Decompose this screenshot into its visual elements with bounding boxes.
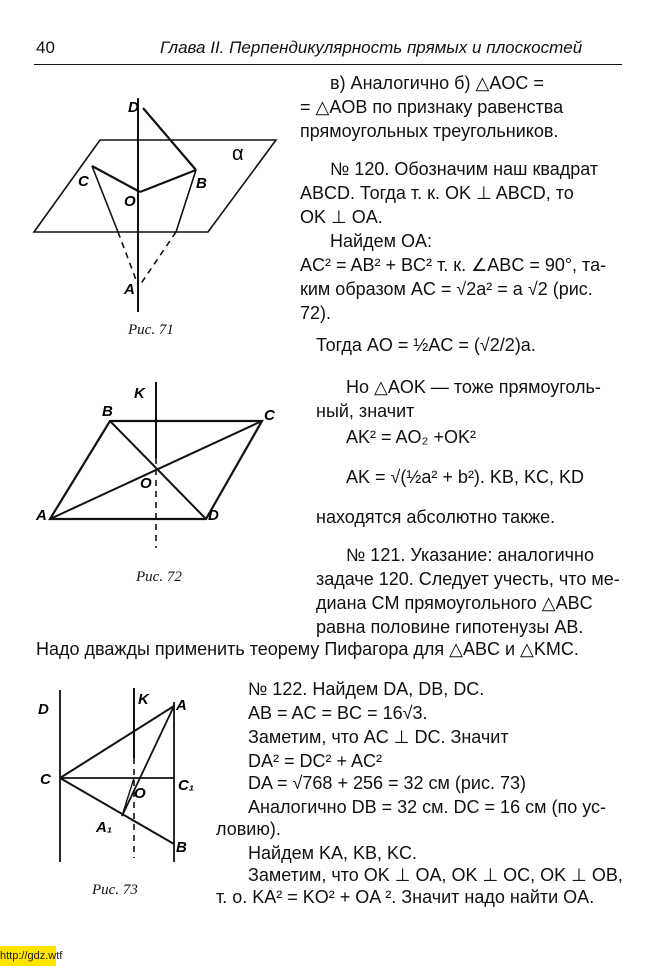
- text-line: Найдем KA, KB, KC.: [248, 843, 417, 863]
- formula-line: DA² = DC² + AC²: [248, 751, 383, 771]
- fig72-label-c: C: [264, 407, 275, 424]
- text-line: Но △AOK — тоже прямоуголь-: [346, 377, 601, 397]
- figure-72: [30, 378, 280, 553]
- page-number: 40: [36, 38, 55, 57]
- formula-line: AK = √(½a² + b²). KB, KC, KD: [346, 467, 584, 487]
- text-line: т. о. KA² = KO² + OA ². Значит надо найти OA.: [216, 887, 595, 907]
- text-line: = △AOB по признаку равенства: [300, 97, 564, 117]
- text-line: находятся абсолютно также.: [316, 507, 556, 527]
- fig73-label-a: A: [176, 697, 187, 714]
- fig71-label-b: B: [196, 175, 207, 192]
- text-line: ABCD. Тогда т. к. OK ⊥ ABCD, то: [300, 183, 574, 203]
- fig73-label-c: C: [40, 771, 51, 788]
- text-line: 72).: [300, 303, 332, 323]
- fig73-label-k: K: [138, 691, 149, 708]
- text-line: Заметим, что OK ⊥ OA, OK ⊥ OC, OK ⊥ OB,: [248, 865, 623, 885]
- watermark-link[interactable]: http://gdz.wtf: [0, 946, 56, 966]
- fig71-caption: Рис. 71: [128, 322, 174, 338]
- figure-73: [34, 682, 234, 872]
- fig72-label-d: D: [208, 507, 219, 524]
- fig72-label-a: A: [36, 507, 47, 524]
- fig73-label-o: O: [134, 785, 146, 802]
- fig73-label-d: D: [38, 701, 49, 718]
- text-line: OK ⊥ OA.: [300, 207, 383, 227]
- text-line: AC² = AB² + BC² т. к. ∠ABC = 90°, та-: [300, 255, 607, 275]
- formula-line: AB = AC = BC = 16√3.: [248, 703, 428, 723]
- text-line: Заметим, что AC ⊥ DC. Значит: [248, 727, 509, 747]
- problem-120-heading: № 120. Обозначим наш квадрат: [330, 159, 599, 179]
- formula-line: Тогда AO = ½AC = (√2/2)a.: [316, 335, 536, 355]
- fig71-label-alpha: α: [232, 143, 244, 165]
- text-line: задаче 120. Следует учесть, что ме-: [316, 569, 620, 589]
- text-line: в) Аналогично б) △AOC =: [330, 73, 544, 93]
- text-line: прямоугольных треугольников.: [300, 121, 559, 141]
- text-line: Аналогично DB = 32 см. DC = 16 см (по ус-: [248, 797, 606, 817]
- text-line: Надо дважды применить теорему Пифагора для △ABC и △KMC.: [36, 639, 579, 659]
- fig71-label-d: D: [128, 99, 139, 116]
- text-line: ловию).: [216, 819, 281, 839]
- fig73-label-c1: C₁: [178, 777, 195, 794]
- chapter-title: Глава II. Перпендикулярность прямых и плоскостей: [160, 38, 583, 57]
- text-line: диана CM прямоугольного △ABC: [316, 593, 593, 613]
- fig72-label-k: K: [134, 385, 145, 402]
- figure-71: [30, 90, 280, 320]
- fig72-caption: Рис. 72: [136, 569, 182, 585]
- fig71-label-a: A: [124, 281, 135, 298]
- text-line: Найдем OA:: [330, 231, 432, 251]
- formula-line: AK² = AO₂ +OK²: [346, 427, 477, 447]
- problem-121-heading: № 121. Указание: аналогично: [346, 545, 594, 565]
- fig73-caption: Рис. 73: [92, 882, 138, 898]
- fig73-label-a1: A₁: [96, 819, 113, 836]
- problem-122-heading: № 122. Найдем DA, DB, DC.: [248, 679, 485, 699]
- fig71-label-o: O: [124, 193, 136, 210]
- text-line: ким образом AC = √2a² = a √2 (рис.: [300, 279, 593, 299]
- fig72-label-o: O: [140, 475, 152, 492]
- text-line: ный, значит: [316, 401, 415, 421]
- fig72-label-b: B: [102, 403, 113, 420]
- header-rule: [34, 64, 622, 65]
- fig71-label-c: C: [78, 173, 89, 190]
- fig73-label-b: B: [176, 839, 187, 856]
- formula-line: DA = √768 + 256 = 32 см (рис. 73): [248, 773, 526, 793]
- text-line: равна половине гипотенузы AB.: [316, 617, 584, 637]
